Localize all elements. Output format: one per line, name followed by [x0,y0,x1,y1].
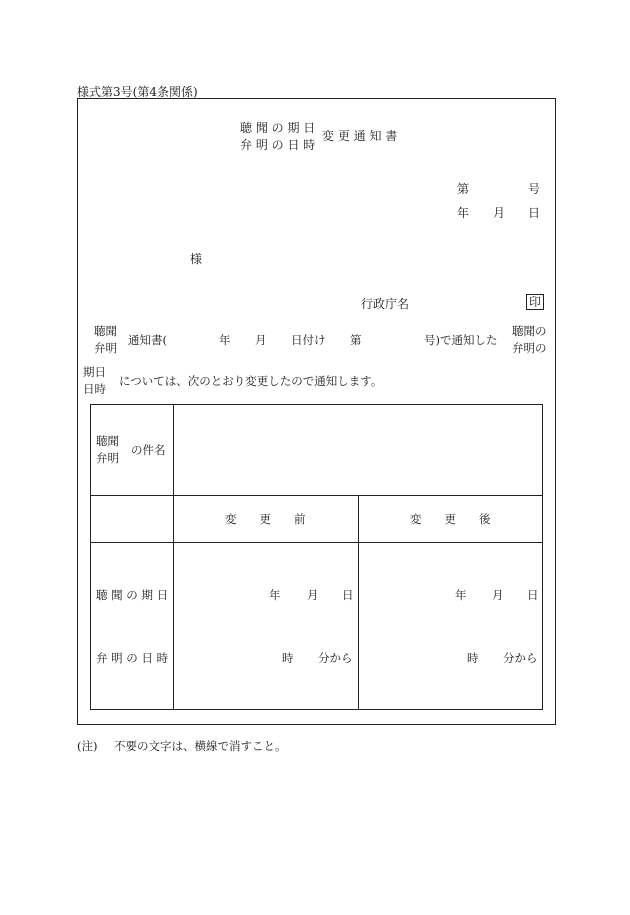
case-choice [96,433,119,467]
body-choice-c-date: 期日 [83,365,106,379]
table-divider-1 [90,495,543,496]
body-choice-c [83,364,106,398]
table-divider-2 [90,542,543,543]
number-suffix: 号 [528,182,541,196]
body-sentence: については、次のとおり変更したので通知します。 [119,374,383,388]
before-month: 月 [307,588,319,602]
date-year: 年 [457,206,470,220]
before-hour: 時 [282,651,294,665]
after-header: 変 更 後 [410,512,491,526]
date-day: 日 [528,206,541,220]
date-month: 月 [493,206,506,220]
row-hearing-date-label: 聴 聞 の 期 日 [96,588,169,602]
notice-dai: 第 [350,333,362,347]
title-choice-explanation: 弁 明 の 日 時 [240,138,316,152]
body-choice-b [512,323,547,357]
notice-month: 月 [255,333,267,347]
after-hour: 時 [467,651,479,665]
title-choice [240,120,315,154]
body-choice-a-hearing: 聴聞 [94,324,117,338]
notice-notified: 号)で通知した [424,333,498,347]
agency-label: 行政庁名 [361,297,410,311]
after-year: 年 [455,588,467,602]
row-explanation-time-label: 弁 明 の 日 時 [96,651,169,665]
title-suffix: 変 更 通 知 書 [322,129,398,143]
table-col-divider-1 [173,404,174,710]
case-choice-hearing: 聴聞 [96,434,119,448]
body-choice-a [94,323,117,357]
form-label: 様式第3号(第4条関係) [77,85,198,99]
case-name-label: の件名 [131,443,166,457]
body-choice-b-explanation: 弁明の [512,341,547,355]
seal-mark: 印 [526,294,544,310]
before-day: 日 [342,588,354,602]
before-header: 変 更 前 [225,512,306,526]
notice-prefix: 通知書( [128,333,167,347]
notice-dated: 日付け [291,333,326,347]
body-choice-b-hearing: 聴聞の [512,324,547,338]
addressee-suffix: 様 [190,252,203,266]
before-minute: 分から [318,651,353,665]
number-prefix: 第 [457,182,470,196]
after-day: 日 [527,588,539,602]
notice-year: 年 [219,333,231,347]
body-choice-a-explanation: 弁明 [94,341,117,355]
after-minute: 分から [503,651,538,665]
table-col-divider-2 [358,495,359,710]
footnote-text: 不要の文字は、横線で消すこと。 [114,739,287,753]
case-choice-explanation: 弁明 [96,451,119,465]
before-year: 年 [269,588,281,602]
body-choice-c-time: 日時 [83,382,106,396]
title-choice-hearing: 聴 聞 の 期 日 [240,121,316,135]
footnote-mark: (注) [77,739,98,753]
after-month: 月 [492,588,504,602]
